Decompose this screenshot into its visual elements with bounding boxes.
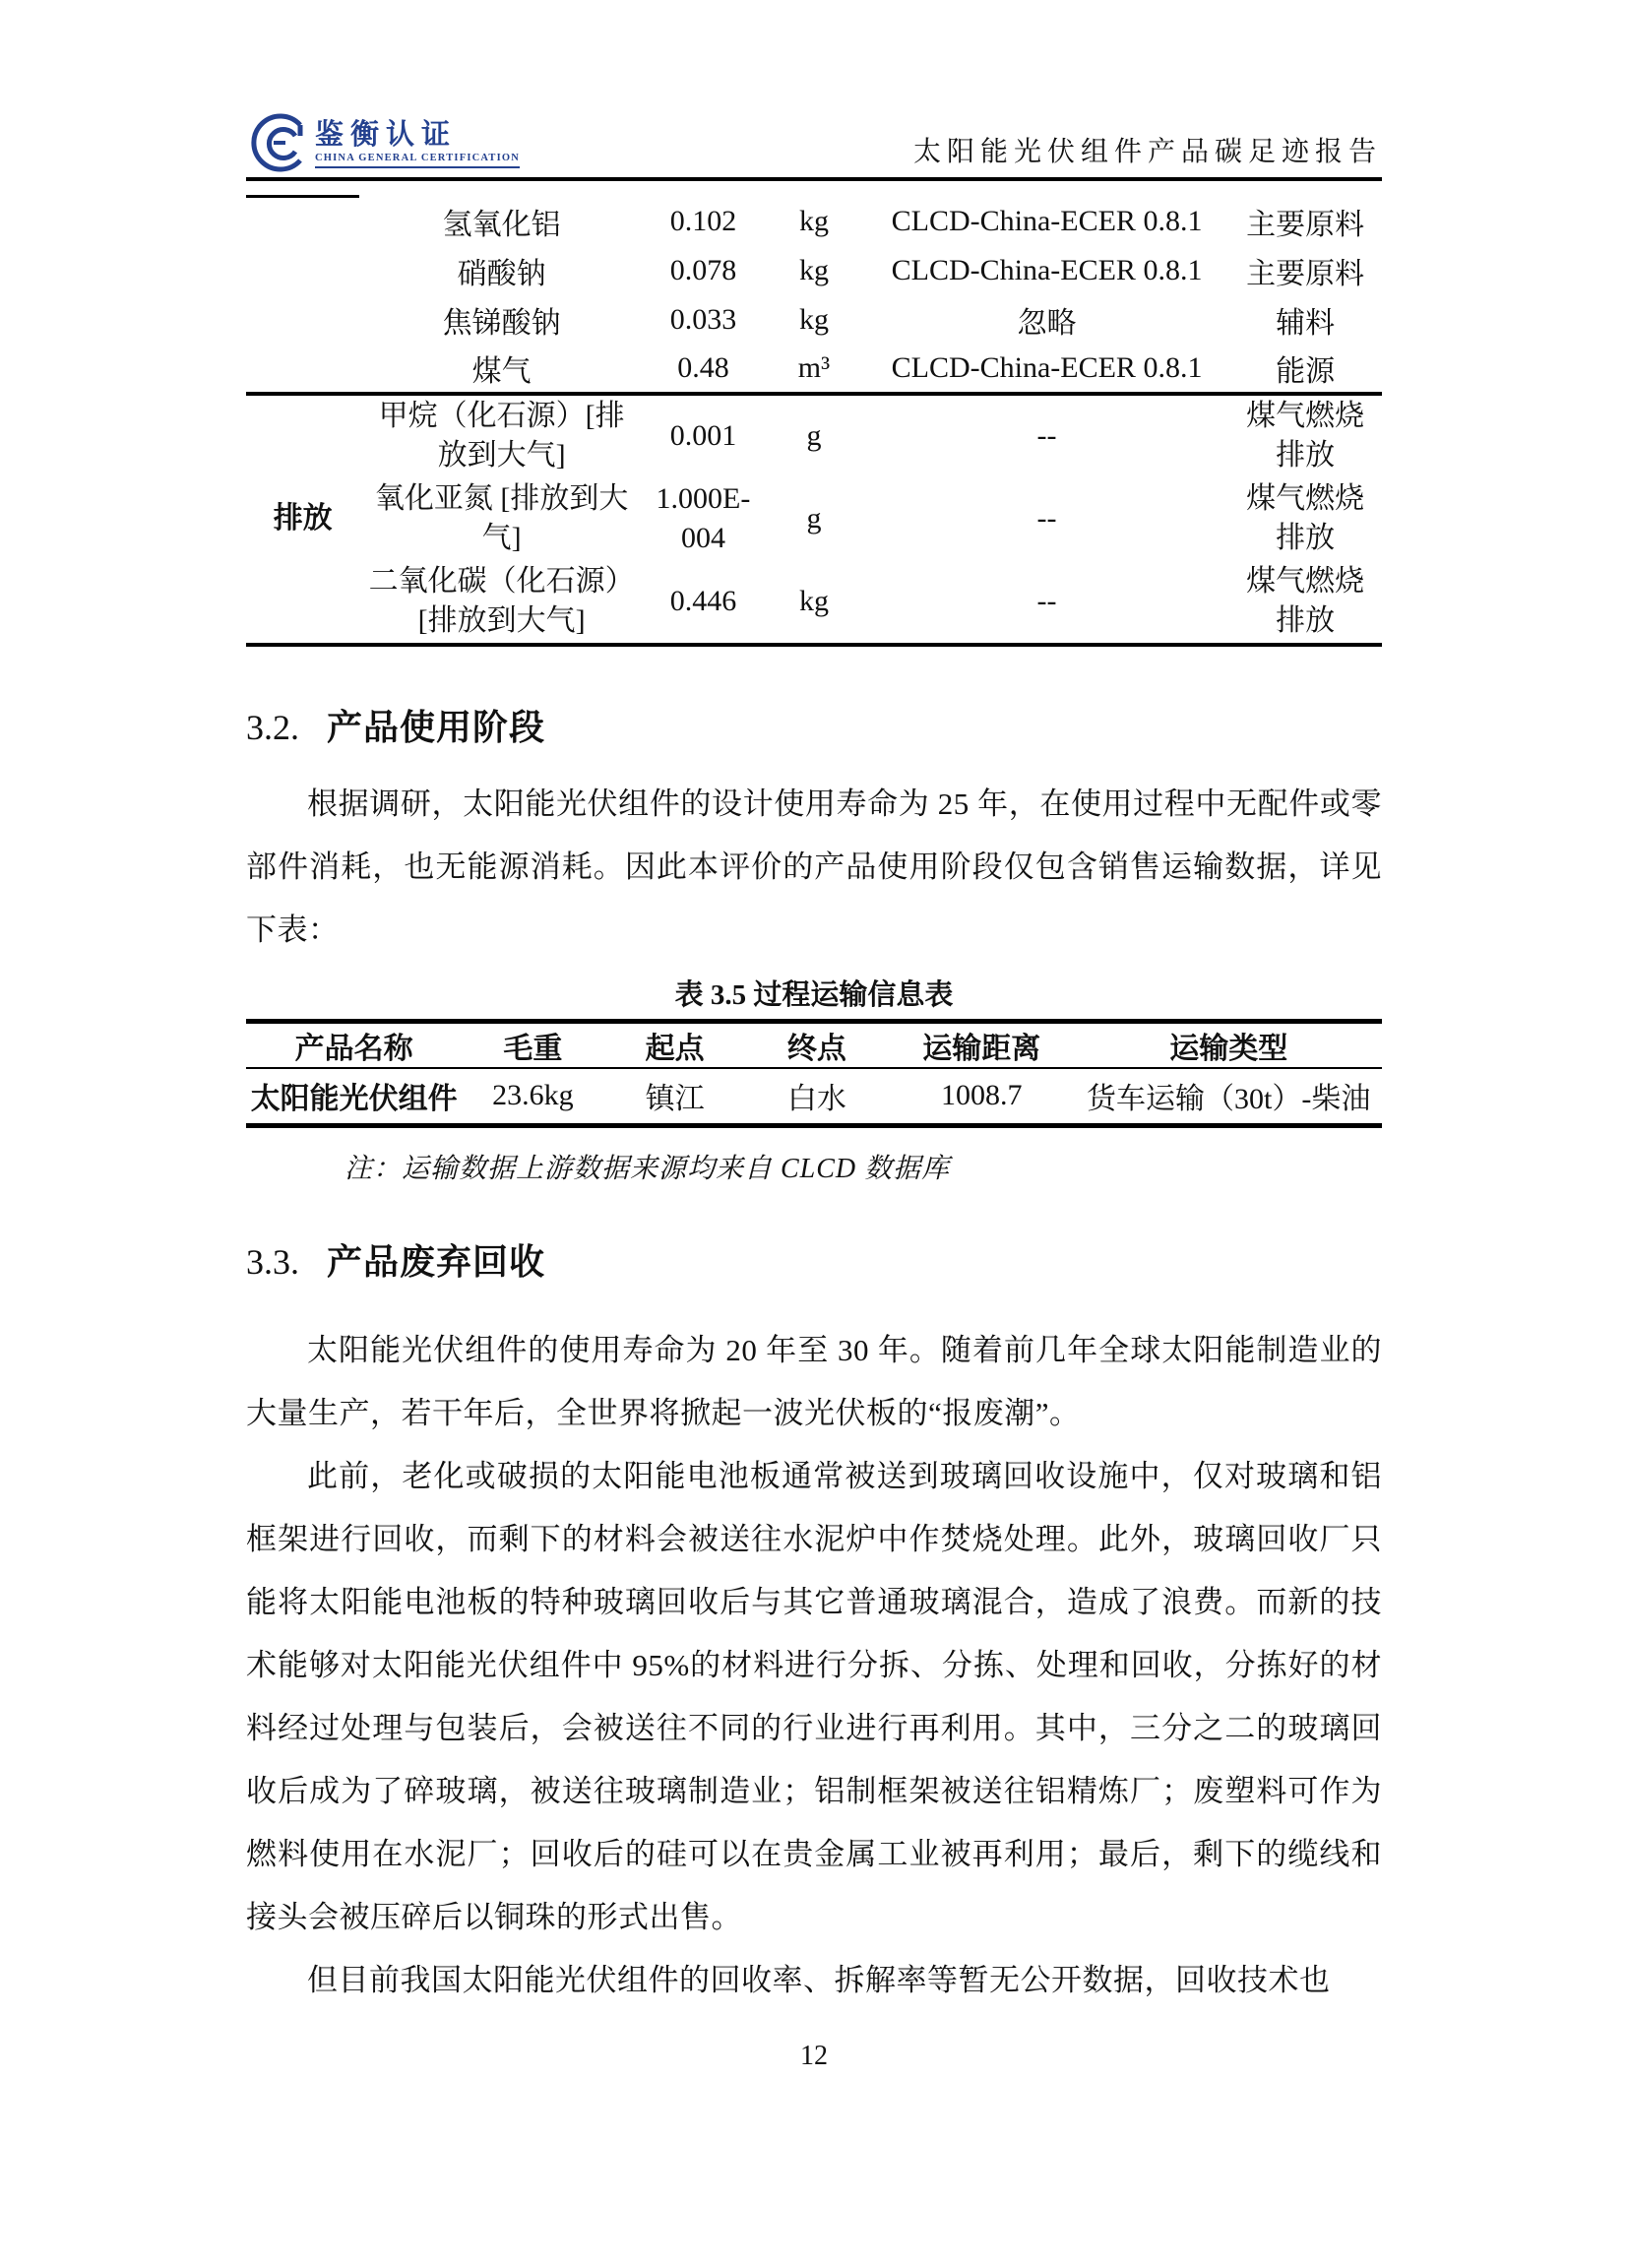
flow-unit: kg (798, 253, 829, 286)
table-row (246, 246, 1382, 295)
flow-amount: 0.001 (644, 394, 763, 477)
flow-name: 焦锑酸钠 (442, 306, 561, 340)
flow-name: 甲烷（化石源）[排放到大气] (359, 394, 644, 477)
origin: 镇江 (645, 1083, 705, 1116)
brand-name-en: CHINA GENERAL CERTIFICATION (315, 152, 520, 168)
section-title: 产品废弃回收 (327, 1240, 546, 1282)
destination: 白水 (786, 1083, 846, 1116)
transport-table (246, 1019, 1382, 1128)
column-header: 运输类型 (1075, 1021, 1382, 1068)
flow-source: 忽略 (1017, 306, 1077, 340)
flow-category: 辅料 (1276, 306, 1336, 340)
column-header: 产品名称 (246, 1021, 462, 1068)
flow-category: 煤气燃烧排放 (1246, 565, 1365, 637)
table-row (246, 1068, 1382, 1125)
flow-unit: kg (798, 585, 829, 617)
group-cell-emissions: 排放 (246, 394, 359, 645)
flow-unit: m³ (797, 350, 831, 384)
table-row (246, 561, 1382, 645)
flow-source: -- (1036, 585, 1057, 617)
flow-source: CLCD-China-ECER 0.8.1 (891, 253, 1203, 286)
paragraph: 但目前我国太阳能光伏组件的回收率、拆解率等暂无公开数据，回收技术也 (307, 1962, 1331, 1997)
flow-amount: 0.446 (669, 585, 737, 617)
paragraph: 此前，老化或破损的太阳能电池板通常被送到玻璃回收设施中，仅对玻璃和铝框架进行回收，而剩下的材料会被送往水泥炉中作焚烧处理。此外，玻璃回收厂只能将太阳能电池板的特种玻璃回收后与其它普通玻璃混合，造成了浪费。而新的技术能够对太阳能光伏组件中 95%的材料进行分拆、分拣、处理和回收，分拣好的材料经过处理与包装后，会被送往不同的行业进行再利用。其中，三分之二的玻璃回收后成为了碎玻璃，被送往玻璃制造业；铝制框架被送往铝精炼厂；废塑料可作为燃料使用在水泥厂；回收后的硅可以在贵金属工业被再利用；最后，剩下的缆线和接头会被压碎后以铜珠的形式出售。 (246, 1458, 1382, 1934)
section-number: 3.3. (246, 1241, 299, 1282)
table-row (246, 394, 1382, 477)
document-title: 太阳能光伏组件产品碳足迹报告 (912, 137, 1382, 167)
table-row (246, 295, 1382, 345)
product-name: 太阳能光伏组件 (250, 1083, 458, 1116)
cgc-logo-icon (246, 110, 311, 175)
page-number: 12 (800, 2040, 828, 2071)
group-cell-continued (246, 197, 359, 394)
flow-category: 主要原料 (1246, 208, 1365, 241)
flow-source: CLCD-China-ECER 0.8.1 (891, 204, 1203, 237)
flow-category: 主要原料 (1246, 257, 1365, 290)
brand-name-cn: 鉴衡认证 (315, 118, 458, 151)
table-row (246, 477, 1382, 561)
section-number: 3.2. (246, 707, 299, 747)
paragraph: 根据调研，太阳能光伏组件的设计使用寿命为 25 年，在使用过程中无配件或零部件消耗，也无能源消耗。因此本评价的产品使用阶段仅包含销售运输数据，详见下表： (246, 786, 1382, 947)
page-header (246, 0, 1382, 181)
column-header: 运输距离 (888, 1021, 1075, 1068)
flow-category: 能源 (1276, 354, 1336, 388)
paragraph: 太阳能光伏组件的使用寿命为 20 年至 30 年。随着前几年全球太阳能制造业的大量生产，若干年后，全世界将掀起一波光伏板的“报废潮”。 (246, 1332, 1382, 1430)
flow-unit: kg (798, 204, 829, 237)
page-body (246, 195, 1382, 2071)
flow-source: CLCD-China-ECER 0.8.1 (891, 350, 1203, 384)
table-header-row (246, 1021, 1382, 1068)
gross-weight: 23.6kg (492, 1079, 574, 1112)
flow-unit: kg (798, 302, 829, 336)
flow-category: 煤气燃烧排放 (1246, 482, 1365, 554)
flow-name: 氢氧化铝 (442, 208, 561, 241)
flow-name: 煤气 (471, 354, 532, 388)
flow-amount: 0.033 (669, 302, 737, 336)
section-title: 产品使用阶段 (327, 706, 546, 747)
table-note: 注：运输数据上游数据来源均来自 CLCD 数据库 (344, 1153, 951, 1184)
brand-text (315, 118, 520, 168)
table-row (246, 197, 1382, 246)
column-header: 毛重 (462, 1021, 603, 1068)
flow-category: 煤气燃烧排放 (1228, 394, 1382, 477)
section-heading-3-2 (246, 706, 1382, 749)
brand-logo (246, 110, 520, 177)
transport-type: 货车运输（30t）-柴油 (1087, 1083, 1371, 1116)
section-heading-3-3 (246, 1240, 1382, 1284)
column-header: 起点 (604, 1021, 746, 1068)
flow-unit: g (763, 394, 865, 477)
flow-amount: 0.078 (669, 253, 737, 286)
column-header: 终点 (746, 1021, 888, 1068)
flow-amount: 0.48 (677, 350, 729, 384)
flow-source: -- (1036, 502, 1057, 535)
table-caption: 表 3.5 过程运输信息表 (674, 978, 954, 1011)
flow-amount: 0.102 (669, 204, 737, 237)
flow-unit: g (806, 502, 822, 535)
flow-name: 二氧化碳（化石源）[排放到大气] (368, 565, 635, 637)
transport-distance: 1008.7 (940, 1079, 1023, 1112)
flow-amount: 1.000E-004 (656, 482, 751, 554)
flow-name: 硝酸钠 (457, 257, 546, 290)
flow-name: 氧化亚氮 [排放到大气] (374, 482, 629, 554)
table-row (246, 345, 1382, 394)
inventory-table (246, 195, 1382, 647)
flow-source: -- (865, 394, 1228, 477)
